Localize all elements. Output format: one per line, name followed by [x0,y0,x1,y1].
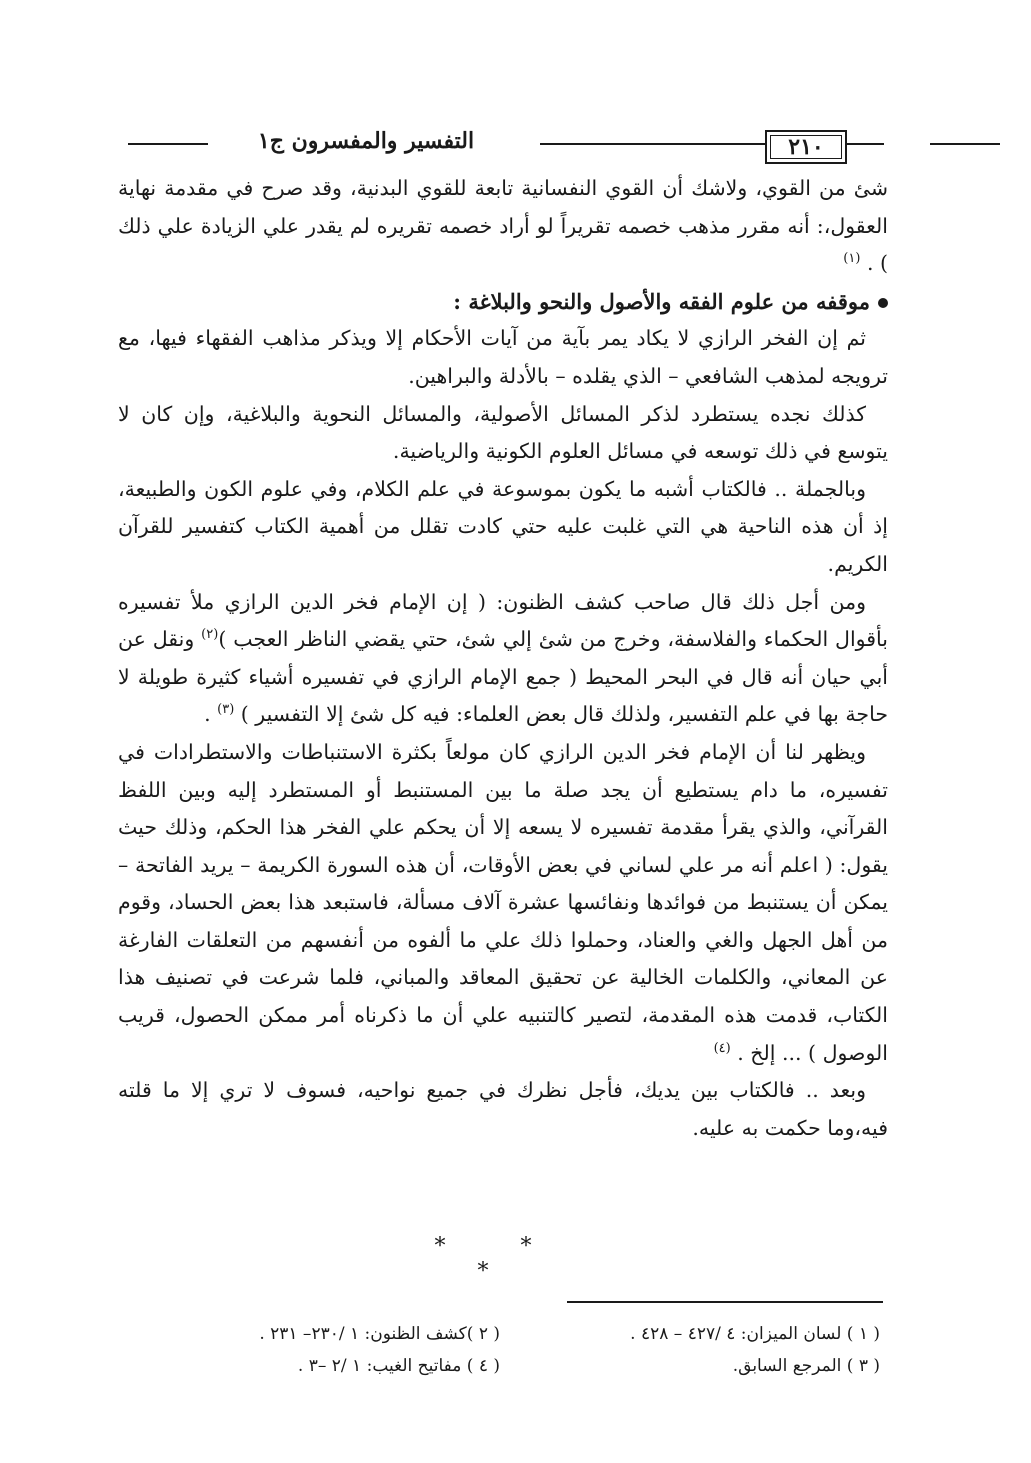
bullet-icon [878,298,888,308]
paragraph-5 [118,584,888,734]
paragraph-5-text-a: ومن أجل ذلك قال صاحب كشف الظنون: ( إن الإمام فخر الدين الرازي ملأ تفسيره بأقوال الحكماء والفلاسفة، وخرج من شئ إلي شئ، حتي يقضي الناظر العجب ) [118,589,888,652]
page-header [120,126,890,166]
paragraph-7: وبعد .. فالكتاب بين يديك، فأجل نظرك في جميع نواحيه، فسوف لا تري إلا ما قلته فيه،وما حكمت به عليه. [118,1078,888,1140]
running-title: التفسير والمفسرون ج١ [210,128,522,154]
footnote-ref-1: (١) [843,251,861,267]
section-separator: * * * [434,1234,566,1284]
footnote-row-1 [160,1318,880,1350]
footnote-ref-2: (٢) [201,627,219,643]
footnote-rule [567,1301,883,1303]
section-heading-text: موقفه من علوم الفقه والأصول والنحو والبلاغة : [453,288,870,314]
paragraph-6 [118,734,888,1072]
paragraph-3: كذلك نجده يستطرد لذكر المسائل الأصولية، والمسائل النحوية والبلاغية، وإن كان لا يتوسع في ذلك توسعه في مسائل العلوم الكونية والرياضية. [118,401,888,464]
header-rule-right [930,143,1000,145]
paragraph-1-text: شئ من القوي، ولاشك أن القوي النفسانية تابعة للقوي البدنية، وقد صرح في مقدمة نهاية العقول،: أنه مقرر مذهب خصمه تقريراً لو أراد خصمه تقريره لم يقدر علي الزيادة علي ذلك ) . [118,176,888,276]
paragraph-1 [118,170,888,283]
footnote-row-2 [160,1350,880,1382]
footnote-1: ( ١ ) لسان الميزان: ٤ /٤٢٧ – ٤٢٨ . [630,1324,880,1344]
paragraph-2: ثم إن الفخر الرازي لا يكاد يمر بآية من آيات الأحكام إلا ويذكر مذاهب الفقهاء فيها، مع ترويجه لمذهب الشافعي – الذي يقلده – بالأدلة والبراهين. [118,326,888,388]
footnotes [160,1318,880,1382]
paragraph-4: وبالجملة .. فالكتاب أشبه ما يكون بموسوعة في علم الكلام، وفي علوم الكون والطبيعة، إذ أن هذه الناحية هي التي غلبت عليه حتي كادت تقلل من أهمية الكتاب كتفسير للقرآن الكريم. [118,476,888,576]
footnote-ref-3: (٣) [217,702,235,718]
footnote-4: ( ٤ ) مفاتيح الغيب: ١ /٢ –٣ . [297,1356,500,1376]
paragraph-6-text: ويظهر لنا أن الإمام فخر الدين الرازي كان مولعاً بكثرة الاستنباطات والاستطرادات في تفسيره، ما دام يستطيع أن يجد صلة ما بين المستنبط أو المستطرد إليه وبين اللفظ القرآني، والذي يقرأ مقدمة تفسيره لا يسعه إلا أن يحكم علي الفخر هذا الحكم، وذلك حيث يقول: ( اعلم أنه مر علي لساني في بعض الأوقات، أن هذه السورة الكريمة – يريد الفاتحة – يمكن أن يستنبط من فوائدها ونفائسها عشرة آلاف مسألة، فاستبعد هذا بعض الحساد، وقوم من أهل الجهل والغي والعناد، وحملوا ذلك علي ما ألفوه من أنفسهم من التعلقات الفارغة عن المعاني، والكلمات الخالية عن تحقيق المعاقد والمباني، فلما شرعت في تصنيف هذا الكتاب، قدمت هذه المقدمة، لتصير كالتنبيه علي أن ما ذكرناه أمر ممكن الحصول، قريب الوصول ) ... إلخ . [118,739,888,1065]
paragraph-5-text-b: ونقل عن أبي حيان أنه قال في البحر المحيط ( جمع الإمام الرازي في تفسيره أشياء كثيرة طويلة لا حاجة بها في علم التفسير، ولذلك قال بعض العلماء: فيه كل شئ إلا التفسير ) [118,627,888,727]
footnote-2: ( ٢ )كشف الظنون: ١ /٢٣٠– ٢٣١ . [259,1324,500,1344]
footnote-ref-4: (٤) [713,1040,731,1056]
body-text [118,170,888,1147]
header-rule-left [128,143,208,145]
section-heading [118,283,888,321]
paragraph-5-text-c: . [204,702,218,727]
page-number: ٢١٠ [765,130,847,164]
footnote-3: ( ٣ ) المرجع السابق. [732,1356,880,1376]
